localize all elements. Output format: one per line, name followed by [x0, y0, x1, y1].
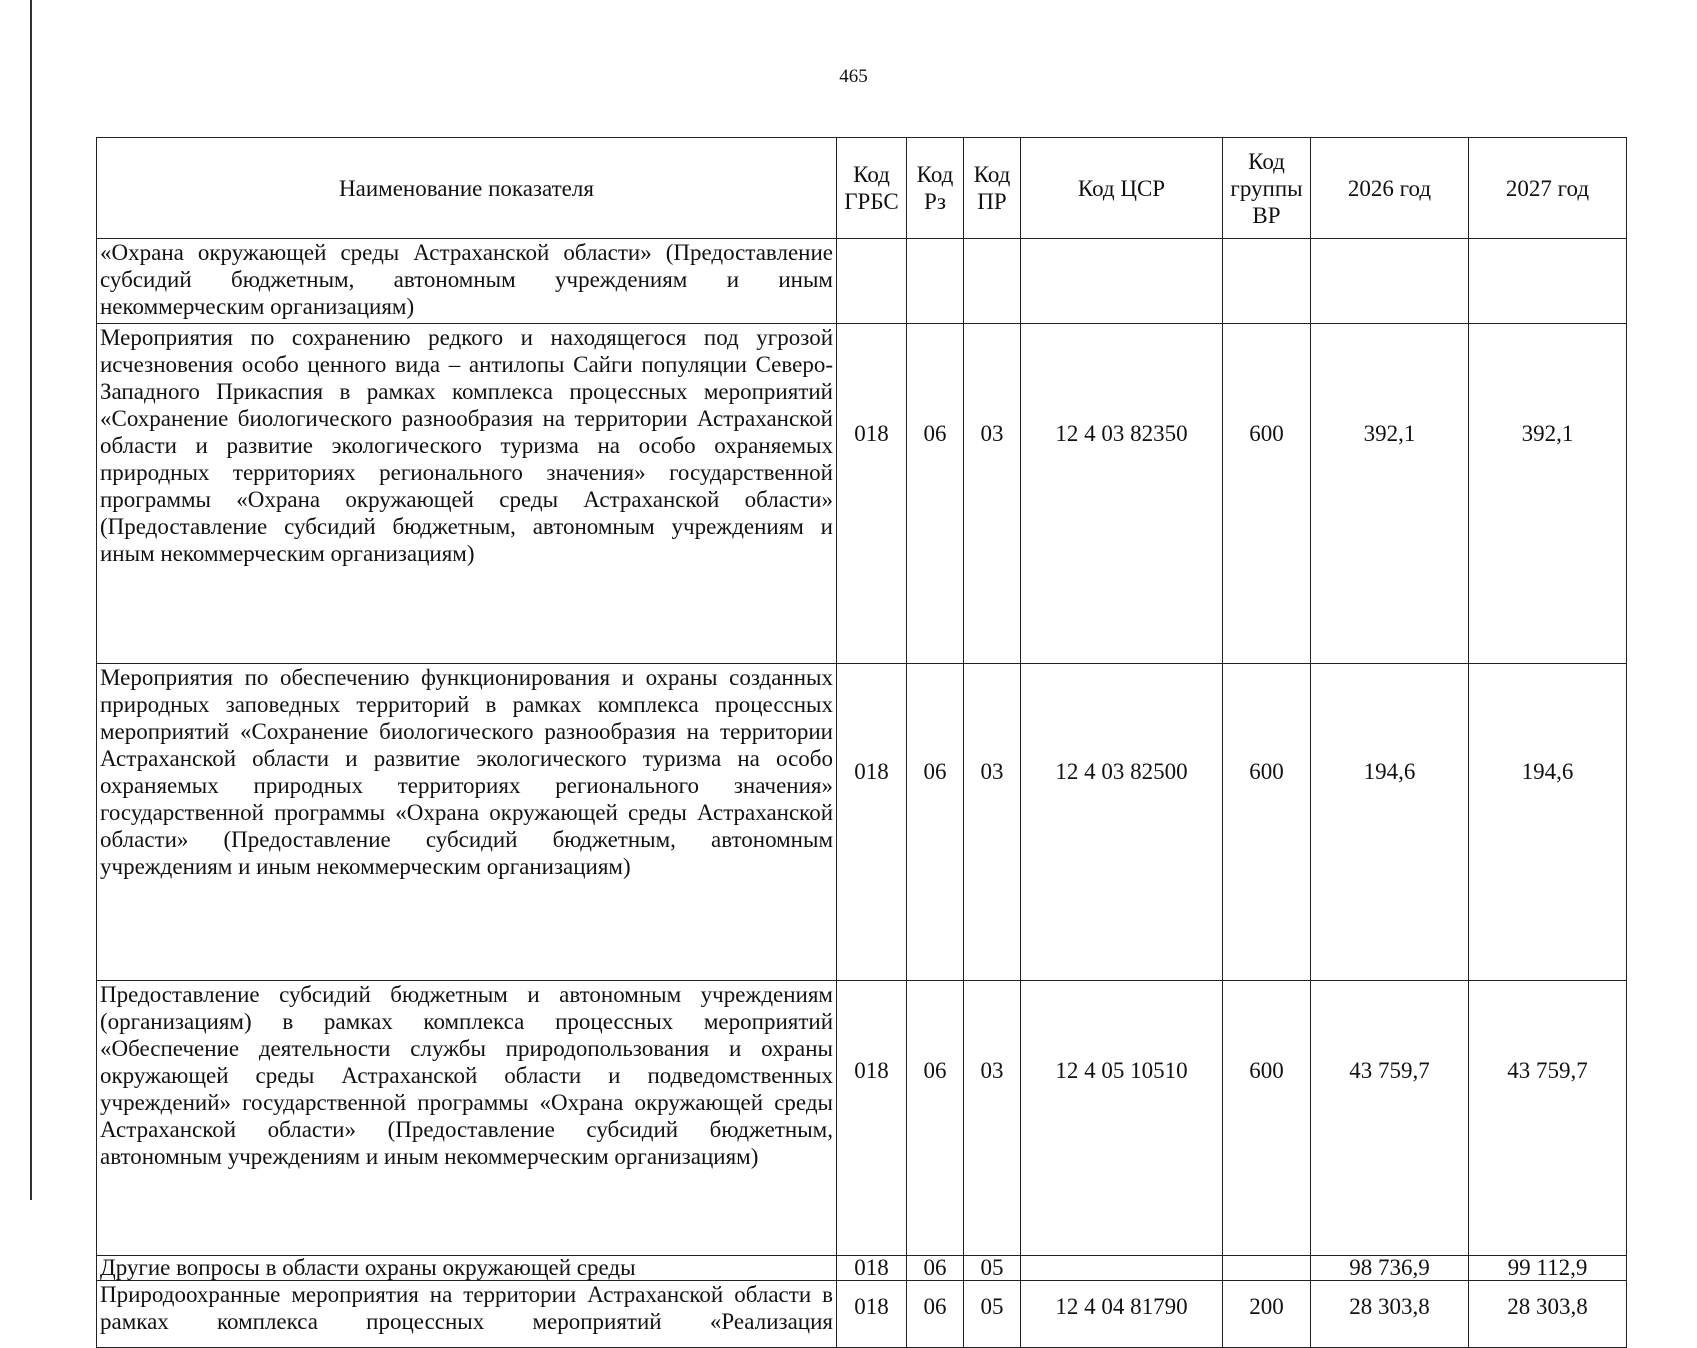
row-2026: 194,6: [1311, 664, 1469, 981]
row-2026: 28 303,8: [1311, 1281, 1469, 1348]
row-name: Другие вопросы в области охраны окружающей среды: [97, 1256, 837, 1281]
row-2027: 99 112,9: [1469, 1256, 1627, 1281]
row-pr: 03: [964, 324, 1021, 664]
row-vr: 600: [1223, 664, 1311, 981]
page-margin-line: [30, 0, 32, 1200]
table-row: [97, 239, 1627, 324]
row-csr: [1021, 1256, 1223, 1281]
row-name: Природоохранные мероприятия на территории Астраханской области в рамках комплекса процессных мероприятий «Реализация: [97, 1281, 837, 1348]
row-name: Мероприятия по сохранению редкого и находящегося под угрозой исчезновения особо ценного вида – антилопы Сайги популяции Северо-Западного Прикаспия в рамках комплекса процессных мероприятий «Сохранение биологического разнообразия на территории Астраханской области и развитие экологического туризма на особо охраняемых природных территориях регионального значения» государственной программы «Охрана окружающей среды Астраханской области» (Предоставление субсидий бюджетным, автономным учреждениям и иным некоммерческим организациям): [97, 324, 837, 664]
row-2027: 194,6: [1469, 664, 1627, 981]
row-2026: 392,1: [1311, 324, 1469, 664]
row-2026: 43 759,7: [1311, 981, 1469, 1256]
row-csr: 12 4 03 82350: [1021, 324, 1223, 664]
row-rz: 06: [907, 981, 964, 1256]
row-vr: [1223, 1256, 1311, 1281]
row-vr: 600: [1223, 981, 1311, 1256]
row-pr: 03: [964, 981, 1021, 1256]
row-vr: 200: [1223, 1281, 1311, 1348]
row-grbs: [837, 239, 907, 324]
row-2026: [1311, 239, 1469, 324]
row-rz: 06: [907, 324, 964, 664]
row-rz: 06: [907, 1281, 964, 1348]
row-rz: 06: [907, 664, 964, 981]
row-name: Предоставление субсидий бюджетным и автономным учреждениям (организациям) в рамках комплекса процессных мероприятий «Обеспечение деятельности службы природопользования и охраны окружающей среды Астраханской области и подведомственных учреждений» государственной программы «Охрана окружающей среды Астраханской области» (Предоставление субсидий бюджетным, автономным учреждениям и иным некоммерческим организациям): [97, 981, 837, 1256]
header-2027: 2027 год: [1469, 138, 1627, 239]
row-vr: 600: [1223, 324, 1311, 664]
row-pr: 05: [964, 1281, 1021, 1348]
row-csr: [1021, 239, 1223, 324]
row-2026: 98 736,9: [1311, 1256, 1469, 1281]
header-vr: Код группы ВР: [1223, 138, 1311, 239]
table-row: [97, 981, 1627, 1256]
row-csr: 12 4 03 82500: [1021, 664, 1223, 981]
row-vr: [1223, 239, 1311, 324]
budget-table: [96, 137, 1627, 1348]
table-row: [97, 664, 1627, 981]
row-pr: 03: [964, 664, 1021, 981]
header-rz: Код Рз: [907, 138, 964, 239]
header-name: Наименование показателя: [97, 138, 837, 239]
table-row: [97, 1281, 1627, 1348]
header-2026: 2026 год: [1311, 138, 1469, 239]
page-number: 465: [839, 66, 868, 87]
row-2027: [1469, 239, 1627, 324]
row-grbs: 018: [837, 324, 907, 664]
table-row: [97, 324, 1627, 664]
table-header-row: [97, 138, 1627, 239]
row-csr: 12 4 04 81790: [1021, 1281, 1223, 1348]
row-rz: [907, 239, 964, 324]
row-csr: 12 4 05 10510: [1021, 981, 1223, 1256]
row-pr: 05: [964, 1256, 1021, 1281]
header-pr: Код ПР: [964, 138, 1021, 239]
row-pr: [964, 239, 1021, 324]
row-rz: 06: [907, 1256, 964, 1281]
row-grbs: 018: [837, 1256, 907, 1281]
row-grbs: 018: [837, 664, 907, 981]
header-csr: Код ЦСР: [1021, 138, 1223, 239]
row-name: Мероприятия по обеспечению функционирования и охраны созданных природных заповедных территорий в рамках комплекса процессных мероприятий «Сохранение биологического разнообразия на территории Астраханской области и развитие экологического туризма на особо охраняемых природных территориях регионального значения» государственной программы «Охрана окружающей среды Астраханской области» (Предоставление субсидий бюджетным, автономным учреждениям и иным некоммерческим организациям): [97, 664, 837, 981]
row-2027: 28 303,8: [1469, 1281, 1627, 1348]
row-name: «Охрана окружающей среды Астраханской области» (Предоставление субсидий бюджетным, автономным учреждениям и иным некоммерческим организациям): [97, 239, 837, 324]
row-grbs: 018: [837, 1281, 907, 1348]
row-grbs: 018: [837, 981, 907, 1256]
row-2027: 43 759,7: [1469, 981, 1627, 1256]
header-grbs: Код ГРБС: [837, 138, 907, 239]
table-row: [97, 1256, 1627, 1281]
row-2027: 392,1: [1469, 324, 1627, 664]
